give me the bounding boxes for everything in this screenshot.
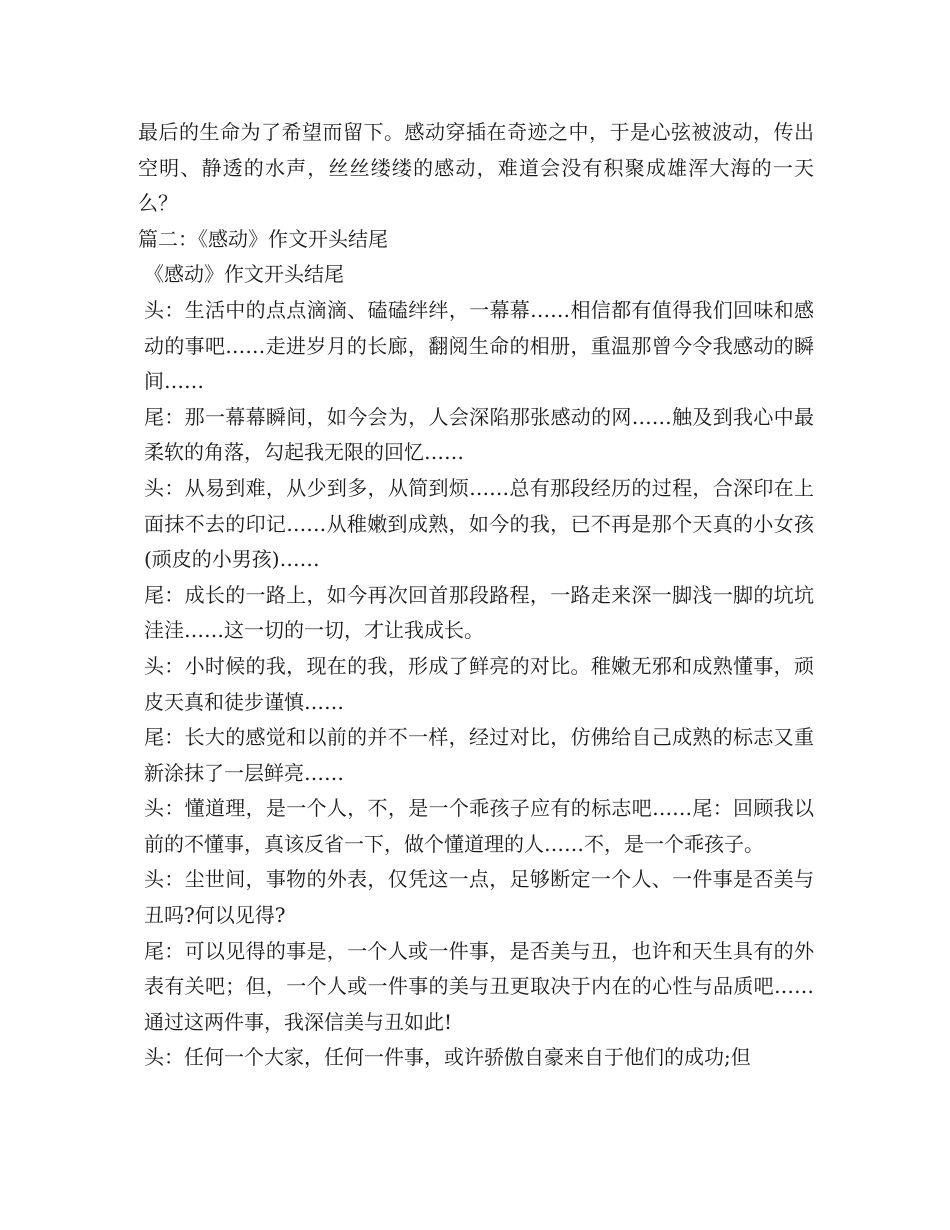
paragraph-intro-ending: 最后的生命为了希望而留下。感动穿插在奇迹之中，于是心弦被波动，传出空明、静透的水声，丝丝缕缕的感动，难道会没有积聚成雄浑大海的一天么？: [138, 120, 814, 216]
paragraph-opening-2: 头：从易到难，从少到多，从简到烦……总有那段经历的过程，合深印在上面抹不去的印记……从稚嫩到成熟，如今的我，已不再是那个天真的小女孩(顽皮的小男孩)……: [144, 475, 814, 572]
section-heading: 篇二：《感动》作文开头结尾: [138, 226, 388, 251]
paragraph-opening-5: 头：尘世间，事物的外表，仅凭这一点，足够断定一个人、一件事是否美与丑吗?何以见得?: [144, 867, 814, 928]
paragraph-opening-6: 头：任何一个大家，任何一件事，或许骄傲自豪来自于他们的成功;但: [144, 1045, 751, 1070]
article-title: 《感动》作文开头结尾: [144, 262, 344, 287]
paragraph-opening-1: 头：生活中的点点滴滴、磕磕绊绊，一幕幕……相信都有值得我们回味和感动的事吧……走进岁月的长廊，翻阅生命的相册，重温那曾今令我感动的瞬间……: [144, 297, 814, 394]
paragraph-ending-2: 尾：成长的一路上，如今再次回首那段路程，一路走来深一脚浅一脚的坑坑洼洼……这一切的一切，才让我成长。: [144, 582, 814, 643]
paragraph-ending-5: 尾：可以见得的事是，一个人或一件事，是否美与丑，也许和天生具有的外表有关吧；但，一个人或一件事的美与丑更取决于内在的心性与品质吧……通过这两件事，我深信美与丑如此!: [144, 938, 814, 1034]
paragraph-opening-ending-4: 头：懂道理，是一个人，不，是一个乖孩子应有的标志吧……尾：回顾我以前的不懂事，真该反省一下，做个懂道理的人……不，是一个乖孩子。: [144, 796, 814, 856]
document-page: [138, 115, 814, 1076]
paragraph-ending-1: 尾：那一幕幕瞬间，如今会为，人会深陷那张感动的网……触及到我心中最柔软的角落，勾起我无限的回忆……: [144, 404, 814, 465]
paragraph-ending-3: 尾：长大的感觉和以前的并不一样，经过对比，仿佛给自己成熟的标志又重新涂抹了一层鲜亮……: [144, 725, 814, 785]
paragraph-opening-3: 头：小时候的我，现在的我，形成了鲜亮的对比。稚嫩无邪和成熟懂事，顽皮天真和徒步谨慎……: [144, 653, 814, 714]
